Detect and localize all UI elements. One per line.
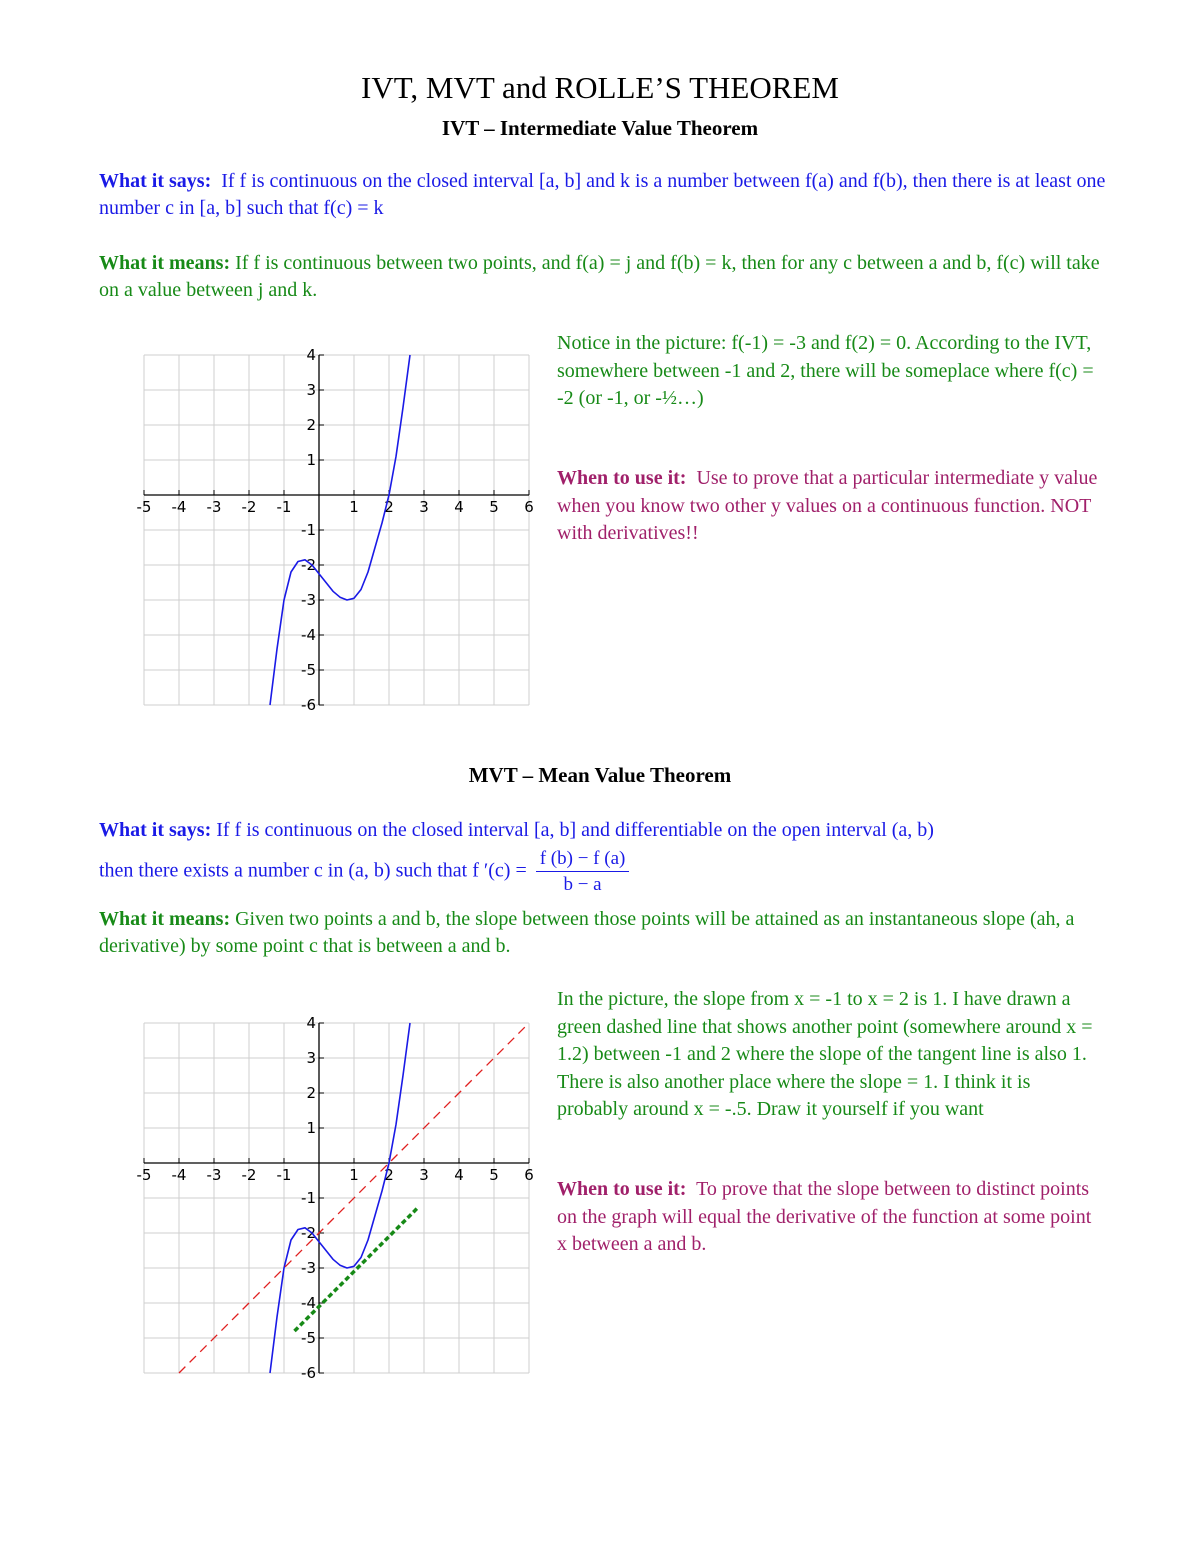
mvt-says-label: What it says: [99,819,212,841]
ivt-says-label: What it says: [99,170,212,192]
mvt-heading: MVT – Mean Value Theorem [468,763,732,787]
x-tick-label: -3 [206,498,222,516]
x-tick-label: -5 [136,498,152,516]
x-tick-label: 2 [384,498,394,516]
x-tick-label: 6 [524,498,534,516]
mvt-fraction [536,848,630,896]
mvt-use-text: To prove that the slope between to distinct points on the graph will equal the derivative of the function at some point x between a and b. [557,1178,1092,1255]
x-tick-label: 1 [349,1166,359,1184]
chart-1-grid [144,1023,529,1373]
y-tick-label: 4 [306,1014,316,1032]
y-tick-label: -5 [301,1329,316,1347]
y-tick-label: -3 [301,1259,316,1277]
x-tick-label: 3 [419,498,429,516]
mvt-use [557,1176,1102,1259]
y-tick-label: -6 [301,696,316,714]
x-tick-label: -1 [276,498,292,516]
y-tick-label: -1 [301,521,316,539]
x-tick-label: -2 [241,1166,257,1184]
x-tick-label: 6 [524,1166,534,1184]
y-tick-label: -2 [301,1224,316,1242]
y-tick-label: -5 [301,661,316,679]
x-tick-label: 5 [489,498,499,516]
x-tick-label: 1 [349,498,359,516]
mvt-use-label: When to use it: [557,1178,687,1200]
x-tick-label: -4 [171,1166,187,1184]
mvt-means [99,906,1109,960]
mvt-means-text: Given two points a and b, the slope between those points will be attained as an instantaneous slope (ah, a derivative) by some point c that is between a and b. [99,908,1075,957]
ivt-use [557,465,1102,548]
mvt-fraction-denominator: b − a [563,874,602,895]
mvt-says [99,817,1109,844]
y-tick-label: 2 [306,416,316,434]
ivt-heading: IVT – Intermediate Value Theorem [441,116,759,140]
y-tick-label: -4 [301,1294,316,1312]
ivt-use-text: Use to prove that a particular intermediate y value when you know two other y values on a continuous function. NOT with derivatives!! [557,467,1098,544]
ivt-says-text: If f is continuous on the closed interval [a, b] and k is a number between f(a) and f(b), then there is at least one number c in [a, b] such that f(c) = k [99,170,1106,219]
y-tick-label: 4 [306,346,316,364]
ivt-means-text: If f is continuous between two points, and f(a) = j and f(b) = k, then for any c between a and b, f(c) will take on a value between j and k. [99,252,1100,301]
x-tick-label: -2 [241,498,257,516]
mvt-graph [125,1006,534,1386]
x-tick-label: -1 [276,1166,292,1184]
mvt-picture-note: In the picture, the slope from x = -1 to x = 2 is 1. I have drawn a green dashed line that shows another point (somewhere around x = 1.2) between -1 and 2 where the slope of the tangent line is also 1. There is also another place where the slope = 1. I think it is probably around x = -.5. Draw it yourself if you want [557,988,1093,1120]
page-title: IVT, MVT and ROLLE’S THEOREM [361,70,839,105]
x-tick-label: -4 [171,498,187,516]
y-tick-label: -3 [301,591,316,609]
x-tick-label: 3 [419,1166,429,1184]
y-tick-label: -6 [301,1364,316,1382]
x-tick-label: 2 [384,1166,394,1184]
mvt-fraction-numerator: f (b) − f (a) [536,848,630,872]
y-tick-label: 3 [306,381,316,399]
y-tick-label: 3 [306,1049,316,1067]
mvt-says-formula-line [99,848,1109,896]
x-tick-label: 5 [489,1166,499,1184]
y-tick-label: -2 [301,556,316,574]
x-tick-label: 4 [454,1166,464,1184]
mvt-means-label: What it means: [99,908,231,930]
ivt-use-label: When to use it: [557,467,687,489]
ivt-means [99,250,1109,304]
mvt-says-text2: then there exists a number c in (a, b) such that f ′(c) = [99,859,527,882]
chart-0-grid [144,355,529,705]
y-tick-label: 1 [306,451,316,469]
x-tick-label: -3 [206,1166,222,1184]
ivt-notice: Notice in the picture: f(-1) = -3 and f(2) = 0. According to the IVT, somewhere between -1 and 2, there will be someplace where f(c) = -2 (or -1, or -½…) [557,332,1094,409]
x-tick-label: 4 [454,498,464,516]
y-tick-label: 2 [306,1084,316,1102]
y-tick-label: -4 [301,626,316,644]
y-tick-label: -1 [301,1189,316,1207]
mvt-says-text: If f is continuous on the closed interval [a, b] and differentiable on the open interval (a, b) [216,819,934,841]
x-tick-label: -5 [136,1166,152,1184]
ivt-graph [125,338,534,718]
ivt-says [99,168,1109,222]
y-tick-label: 1 [306,1119,316,1137]
ivt-means-label: What it means: [99,252,231,274]
